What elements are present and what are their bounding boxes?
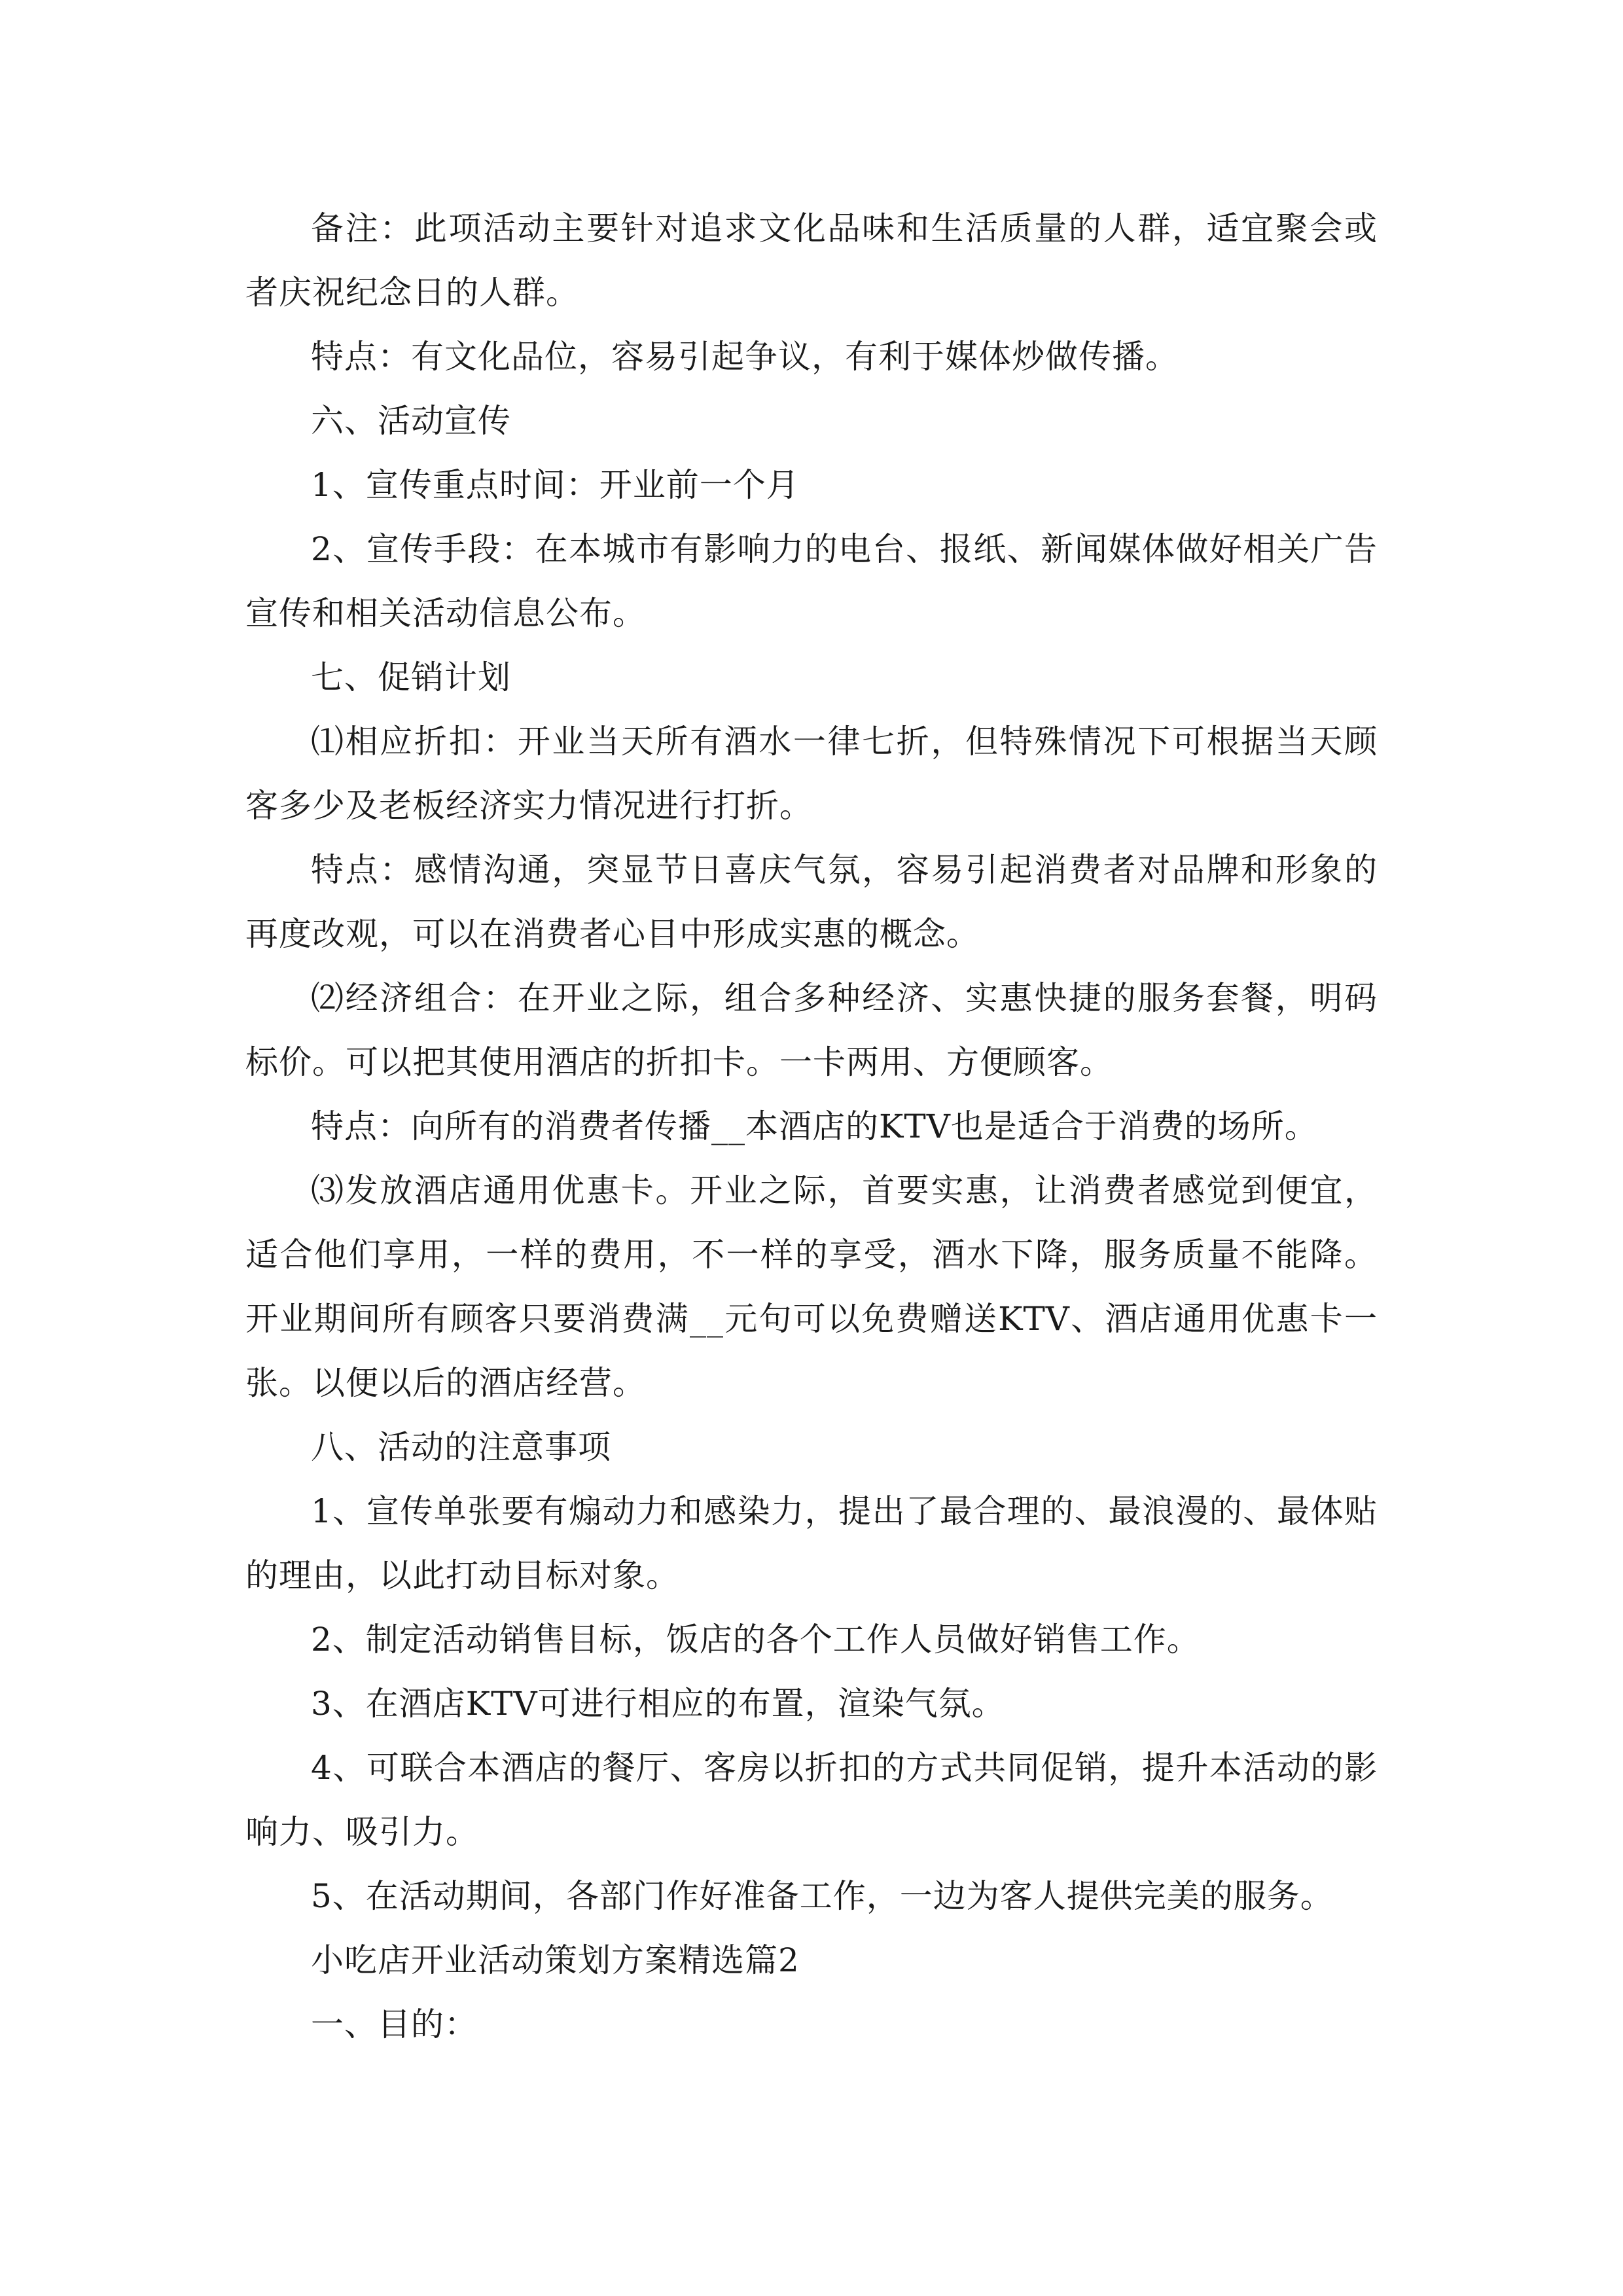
heading-section-7: 七、促销计划 [311,658,511,696]
paragraph-feature-ktv: 特点：向所有的消费者传播__本酒店的KTV也是适合于消费的场所。 [311,1107,1318,1145]
paragraph-coupon-card: ⑶发放酒店通用优惠卡。开业之际，首要实惠，让消费者感觉到便宜，适合他们享用，一样的费用，不一样的享受，酒水下降，服务质量不能降。开业期间所有顾客只要消费满__元句可以免费赠送KTV、酒店通用优惠卡一张。以便以后的酒店经营。 [245,1172,1378,1402]
heading-section-8: 八、活动的注意事项 [311,1428,611,1466]
paragraph-feature-culture: 特点：有文化品位，容易引起争议，有利于媒体炒做传播。 [311,338,1179,376]
paragraph-note-3: 3、在酒店KTV可进行相应的布置，渲染气氛。 [311,1685,1005,1723]
document-body [245,196,1378,2056]
heading-purpose: 一、目的： [311,2005,478,2043]
heading-section-6: 六、活动宣传 [311,402,511,440]
paragraph-promo-means: 2、宣传手段：在本城市有影响力的电台、报纸、新闻媒体做好相关广告宣传和相关活动信息公布。 [245,530,1378,632]
paragraph-note-1: 1、宣传单张要有煽动力和感染力，提出了最合理的、最浪漫的、最体贴的理由，以此打动目标对象。 [245,1492,1378,1594]
paragraph-discount: ⑴相应折扣：开业当天所有酒水一律七折，但特殊情况下可根据当天顾客多少及老板经济实力情况进行打折。 [245,723,1378,825]
paragraph-economic-combo: ⑵经济组合：在开业之际，组合多种经济、实惠快捷的服务套餐，明码标价。可以把其使用酒店的折扣卡。一卡两用、方便顾客。 [245,979,1378,1081]
paragraph-note-2: 2、制定活动销售目标，饭店的各个工作人员做好销售工作。 [311,1621,1200,1659]
paragraph-remark: 备注：此项活动主要针对追求文化品味和生活质量的人群，适宜聚会或者庆祝纪念日的人群。 [245,209,1378,312]
paragraph-promo-time: 1、宣传重点时间：开业前一个月 [311,466,800,504]
heading-article-2: 小吃店开业活动策划方案精选篇2 [311,1941,800,1979]
paragraph-note-4: 4、可联合本酒店的餐厅、客房以折扣的方式共同促销，提升本活动的影响力、吸引力。 [245,1749,1378,1851]
paragraph-feature-emotion: 特点：感情沟通，突显节日喜庆气氛，容易引起消费者对品牌和形象的再度改观，可以在消费者心目中形成实惠的概念。 [245,851,1378,953]
paragraph-note-5: 5、在活动期间，各部门作好准备工作，一边为客人提供完美的服务。 [311,1877,1334,1915]
